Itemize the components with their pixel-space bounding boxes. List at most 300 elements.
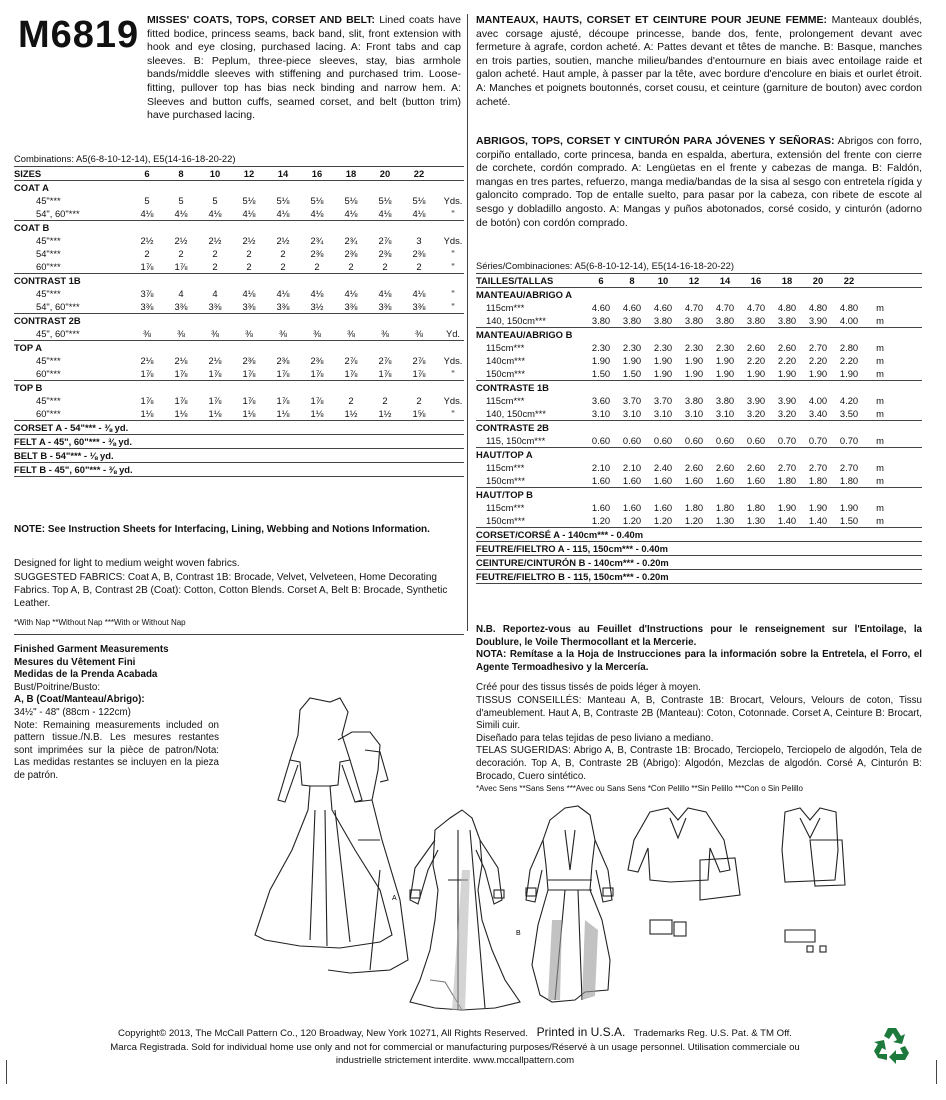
yardage-cell: 1⅞ bbox=[174, 395, 188, 406]
printed-in: Printed in U.S.A. bbox=[536, 1025, 626, 1039]
yardage-cell: 2.30 bbox=[715, 342, 735, 353]
unit-cell: m bbox=[876, 355, 884, 366]
yardage-cell: 2⅜ bbox=[378, 248, 392, 259]
yardage-row bbox=[14, 260, 464, 273]
section-heading: HAUT/TOP A bbox=[476, 449, 533, 460]
measurements-title-en: Finished Garment Measurements bbox=[14, 644, 169, 655]
yardage-cell: 1.90 bbox=[684, 368, 704, 379]
yardage-cell: 2.70 bbox=[808, 342, 828, 353]
yardage-cell: 4.00 bbox=[839, 315, 859, 326]
yardage-cell: 1⅞ bbox=[208, 368, 222, 379]
yardage-cell: 0.60 bbox=[684, 435, 704, 446]
yardage-cell: 4.60 bbox=[591, 302, 611, 313]
size-cell: 10 bbox=[657, 275, 669, 286]
yardage-cell: 1.40 bbox=[808, 515, 828, 526]
pattern-number: M6819 bbox=[18, 14, 140, 56]
yardage-cell: 4⅛ bbox=[344, 288, 358, 299]
yardage-cell: 1⅛ bbox=[276, 408, 290, 419]
size-cell: 14 bbox=[277, 168, 289, 179]
yardage-cell: 1.50 bbox=[622, 368, 642, 379]
yardage-cell: ⅜ bbox=[313, 328, 321, 339]
coat-a-back-drawing bbox=[255, 698, 408, 973]
yardage-cell: 1⅛ bbox=[140, 408, 154, 419]
column-divider bbox=[467, 14, 468, 631]
yardage-cell: 2⅜ bbox=[310, 248, 324, 259]
section-heading: MANTEAU/ABRIGO A bbox=[476, 289, 573, 300]
yardage-cell: 3.10 bbox=[622, 408, 642, 419]
yardage-cell: 3⅜ bbox=[242, 301, 256, 312]
yardage-cell: 1.40 bbox=[777, 515, 797, 526]
yardage-cell: 2.40 bbox=[653, 462, 673, 473]
yardage-cell: 2⅞ bbox=[378, 355, 392, 366]
size-cell: 20 bbox=[379, 168, 391, 179]
description-spanish bbox=[476, 135, 922, 230]
yardage-cell: 0.70 bbox=[777, 435, 797, 446]
yardage-cell: 1⅞ bbox=[174, 368, 188, 379]
sizes-row bbox=[476, 274, 922, 287]
yardage-cell: 1.80 bbox=[777, 475, 797, 486]
yardage-cell: 1.90 bbox=[746, 368, 766, 379]
row-width-label: 150cm*** bbox=[486, 368, 526, 379]
yardage-cell: 1.60 bbox=[684, 475, 704, 486]
unit-cell: " bbox=[451, 208, 455, 219]
yardage-cell: 1.50 bbox=[591, 368, 611, 379]
description-spanish-body: Abrigos con forro, corpiño entallado, corte princesa, banda en espalda, abertura, extensión del frente con cierre de corchete, cordón comprado. A: Lengüetas en el frente y cabezas de manga. B: Faldón, mangas en tres partes, refuerzo, manga media/bandas de la sisa al sesgo con entretela rígida y galoncito comprado. Top de entalle suelto, para pasar por la cabeza, con ribete de escote al sesgo y dobladillo angosto. A: Mangas y puños abotonados, corsé cosido, y cinturón (adorno de botón) con cordón comprado. bbox=[476, 135, 922, 229]
yardage-cell: 4⅛ bbox=[242, 288, 256, 299]
yardage-cell: 1.90 bbox=[622, 355, 642, 366]
yardage-cell: 3.10 bbox=[653, 408, 673, 419]
yardage-cell: ⅜ bbox=[381, 328, 389, 339]
unit-cell: m bbox=[876, 435, 884, 446]
yardage-cell: ⅜ bbox=[245, 328, 253, 339]
yardage-cell: 4⅛ bbox=[174, 208, 188, 219]
yardage-cell: 1.80 bbox=[808, 475, 828, 486]
unit-cell: m bbox=[876, 502, 884, 513]
yardage-cell: 2.70 bbox=[839, 462, 859, 473]
yardage-cell: 2 bbox=[246, 248, 252, 259]
suggested-fabrics-french: TISSUS CONSEILLÉS: Manteau A, B, Contraste 1B: Brocart, Velours, Velours de coton, Tissu d'ameublement. Haut A, B, Contraste 2B (Manteau): Coton, Cotonnade. Corset A, Ceinture B: Brocart, Simili cuir. bbox=[476, 694, 922, 732]
description-french bbox=[476, 14, 922, 109]
yardage-cell: 4⅛ bbox=[310, 208, 324, 219]
measurements-note: Note: Remaining measurements included on pattern tissue./N.B. Les mesures restantes sont imprimées sur la pièce de patron/Nota: Las medidas restantes se incluyen en la pieza de patrón. bbox=[14, 719, 219, 781]
table-rule bbox=[14, 476, 464, 477]
yardage-cell: 2⅜ bbox=[412, 248, 426, 259]
yardage-cell: 3.80 bbox=[622, 315, 642, 326]
size-cell: 14 bbox=[719, 275, 731, 286]
yardage-cell: 2.20 bbox=[839, 355, 859, 366]
unit-cell: " bbox=[451, 368, 455, 379]
row-width-label: 150cm*** bbox=[486, 475, 526, 486]
yardage-cell: 4.80 bbox=[839, 302, 859, 313]
yardage-cell: 1.90 bbox=[653, 368, 673, 379]
yardage-cell: 2.30 bbox=[622, 342, 642, 353]
yardage-cell: 2.60 bbox=[746, 342, 766, 353]
nap-legend-french-spanish: *Avec Sens **Sans Sens ***Avec ou Sans Sens *Con Pelillo **Sin Pelillo ***Con o Sin Pelillo bbox=[476, 784, 804, 794]
yardage-cell: 5 bbox=[144, 195, 150, 206]
yardage-cell: 2 bbox=[348, 261, 354, 272]
yardage-cell: 2⅜ bbox=[242, 355, 256, 366]
yardage-row bbox=[476, 341, 922, 354]
coat-b-view-label: B bbox=[516, 930, 521, 937]
yardage-cell: 3.10 bbox=[591, 408, 611, 419]
yardage-cell: 1⅛ bbox=[310, 408, 324, 419]
unit-cell: Yds. bbox=[443, 395, 463, 406]
yardage-cell: 2 bbox=[314, 261, 320, 272]
yardage-cell: 1⅞ bbox=[140, 395, 154, 406]
yardage-cell: 1.90 bbox=[777, 368, 797, 379]
fabric-weight-french: Créé pour des tissus tissés de poids léger à moyen. bbox=[476, 682, 701, 694]
unit-cell: Yds. bbox=[443, 195, 463, 206]
section-heading: TOP A bbox=[14, 342, 42, 353]
bust-values: 34½" - 48" (88cm - 122cm) bbox=[14, 706, 131, 718]
yardage-cell: 1.90 bbox=[808, 502, 828, 513]
sizes-row bbox=[14, 167, 464, 180]
suggested-fabrics-english: SUGGESTED FABRICS: Coat A, B, Contrast 1B: Brocade, Velvet, Velveteen, Home Decorating Fabrics. Top A, B, Contrast 2B (Coat): Cotton, Cotton Blends. Corset A, Belt B: Brocade, Synthetic Leather. bbox=[14, 572, 448, 609]
trademark-text: Trademarks Reg. U.S. Pat. & TM Off. bbox=[633, 1028, 792, 1039]
row-width-label: 60"*** bbox=[36, 408, 61, 419]
yardage-cell: 3.90 bbox=[808, 315, 828, 326]
yardage-cell: 3.80 bbox=[591, 315, 611, 326]
yardage-cell: 3⅜ bbox=[412, 301, 426, 312]
yardage-row bbox=[14, 354, 464, 367]
yardage-cell: 2 bbox=[382, 261, 388, 272]
yardage-cell: 4.80 bbox=[777, 302, 797, 313]
yardage-cell: 2 bbox=[212, 248, 218, 259]
extra-yardage: FEUTRE/FIELTRO B - 115, 150cm*** - 0.20m bbox=[476, 571, 669, 582]
yardage-cell: 2¾ bbox=[310, 235, 324, 246]
yardage-row bbox=[14, 194, 464, 207]
extra-yardage: CORSET A - 54"*** - ⅜ yd. bbox=[14, 422, 129, 433]
yardage-cell: 4.70 bbox=[715, 302, 735, 313]
extra-yardage: CORSET/CORSÉ A - 140cm*** - 0.40m bbox=[476, 529, 644, 540]
yardage-cell: 1.90 bbox=[808, 368, 828, 379]
yardage-cell: 3.10 bbox=[715, 408, 735, 419]
yardage-cell: 1⅛ bbox=[208, 408, 222, 419]
description-english-body: Lined coats have fitted bodice, princess seams, back band, slit, front extension with hook and eye closing, purchased lacing. A: Front tabs and cap sleeves. B: Peplum, three-piece sleeves, stay, bias armhole bands/middle sleeves with stiffening and purchased trim. Loose-fitting, pullover top has bias neck binding and narrow hem. A: Sleeves and button cuffs, seamed corset, and belt (button trim) have purchased lacing. bbox=[147, 14, 461, 122]
yardage-cell: ⅜ bbox=[177, 328, 185, 339]
yardage-cell: 2½ bbox=[140, 235, 154, 246]
yardage-cell: 2⅜ bbox=[344, 248, 358, 259]
size-cell: 6 bbox=[144, 168, 150, 179]
notions-note-english: NOTE: See Instruction Sheets for Interfacing, Lining, Webbing and Notions Information. bbox=[14, 524, 430, 535]
description-french-body: Manteaux doublés, avec corsage ajusté, découpe princesse, bande dos, fente, prolongement devant avec fermeture à agrafe, cordon acheté. A: Pattes devant et têtes de manche. B: Basque, manches en trois parties, soutien, manche milieu/bandes d'entournure en biais avec entoilage raide et galon acheté. Haut ample, à passer par la tête, avec bordure d'encolure en biais et ourlet étroit. A: Manches et poignets boutonnés, corset cousu, et ceinture (garniture de bouton) avec cordon acheté. bbox=[476, 14, 922, 108]
yardage-cell: 5⅛ bbox=[378, 195, 392, 206]
yardage-cell: 3⅜ bbox=[344, 301, 358, 312]
yardage-cell: 5⅛ bbox=[344, 195, 358, 206]
yardage-cell: 1.60 bbox=[715, 475, 735, 486]
nb-french: N.B. Reportez-vous au Feuillet d'Instructions pour le renseignement sur l'Entoilage, la Doublure, le Voile Thermocollant et la Mercerie. bbox=[476, 624, 922, 648]
yardage-cell: 1.60 bbox=[653, 502, 673, 513]
yardage-cell: 1.90 bbox=[715, 368, 735, 379]
yardage-cell: 4⅛ bbox=[310, 288, 324, 299]
unit-cell: " bbox=[451, 248, 455, 259]
yardage-cell: 4⅛ bbox=[344, 208, 358, 219]
unit-cell: " bbox=[451, 408, 455, 419]
yardage-cell: 1⅞ bbox=[140, 368, 154, 379]
yardage-cell: 2 bbox=[144, 248, 150, 259]
yardage-cell: 5⅛ bbox=[310, 195, 324, 206]
footer-line-3: industrielle strictement interdite. www.mccallpattern.com bbox=[335, 1055, 575, 1066]
yardage-row bbox=[476, 367, 922, 380]
yardage-cell: 2 bbox=[246, 261, 252, 272]
coat-a-view-label: A bbox=[392, 895, 397, 902]
yardage-cell: 2⅛ bbox=[208, 355, 222, 366]
coat-b-front-drawing bbox=[526, 806, 613, 1002]
copyright-line bbox=[35, 1026, 875, 1040]
row-width-label: 140, 150cm*** bbox=[486, 315, 546, 326]
yardage-cell: 1.60 bbox=[622, 502, 642, 513]
section-heading: CONTRAST 2B bbox=[14, 315, 81, 326]
yardage-cell: 2.20 bbox=[777, 355, 797, 366]
yardage-cell: 3.20 bbox=[777, 408, 797, 419]
yardage-cell: 2.30 bbox=[653, 342, 673, 353]
yardage-cell: 3⅜ bbox=[208, 301, 222, 312]
top-a-drawing bbox=[628, 808, 740, 936]
extra-yardage: FEUTRE/FIELTRO A - 115, 150cm*** - 0.40m bbox=[476, 543, 668, 554]
footer-line-2: Marca Registrada. Sold for individual home use only and not for commercial or manufacturing purposes/Réservé à un usage personnel. Utilisation commerciale ou bbox=[110, 1042, 800, 1053]
unit-cell: " bbox=[451, 261, 455, 272]
yardage-cell: 1.20 bbox=[591, 515, 611, 526]
unit-cell: m bbox=[876, 462, 884, 473]
size-cell: 18 bbox=[781, 275, 793, 286]
size-cell: 12 bbox=[243, 168, 255, 179]
yardage-cell: 4.20 bbox=[839, 395, 859, 406]
yardage-cell: 4⅛ bbox=[378, 208, 392, 219]
yardage-cell: 3.80 bbox=[746, 315, 766, 326]
yardage-cell: 2 bbox=[212, 261, 218, 272]
yardage-cell: 4 bbox=[212, 288, 218, 299]
notes-divider bbox=[14, 634, 464, 635]
yardage-cell: ⅜ bbox=[279, 328, 287, 339]
measurements-title-es: Medidas de la Prenda Acabada bbox=[14, 669, 158, 681]
size-cell: 10 bbox=[209, 168, 221, 179]
yardage-cell: 3.80 bbox=[684, 395, 704, 406]
yardage-cell: 2.60 bbox=[746, 462, 766, 473]
unit-cell: Yds. bbox=[443, 355, 463, 366]
yardage-cell: 2.20 bbox=[808, 355, 828, 366]
unit-cell: Yd. bbox=[445, 328, 461, 339]
yardage-cell: 2 bbox=[416, 261, 422, 272]
yardage-cell: 1.80 bbox=[746, 502, 766, 513]
row-width-label: 60"*** bbox=[36, 368, 61, 379]
yardage-cell: 2½ bbox=[208, 235, 222, 246]
yardage-cell: 4.80 bbox=[808, 302, 828, 313]
size-cell: 18 bbox=[345, 168, 357, 179]
section-heading: CONTRASTE 1B bbox=[476, 382, 549, 393]
extra-yardage: FELT A - 45", 60"*** - ⅜ yd. bbox=[14, 436, 132, 447]
row-width-label: 115cm*** bbox=[486, 302, 525, 313]
yardage-cell: 2⅞ bbox=[344, 355, 358, 366]
yardage-cell: 1.60 bbox=[746, 475, 766, 486]
yardage-cell: 3.80 bbox=[715, 315, 735, 326]
section-heading: CONTRAST 1B bbox=[14, 275, 81, 286]
section-heading: TOP B bbox=[14, 382, 43, 393]
yardage-cell: 1.60 bbox=[591, 502, 611, 513]
row-width-label: 45"*** bbox=[36, 355, 61, 366]
yardage-cell: 1⅞ bbox=[310, 395, 324, 406]
unit-cell: m bbox=[876, 395, 884, 406]
yardage-cell: 4⅛ bbox=[208, 208, 222, 219]
size-cell: 22 bbox=[413, 168, 425, 179]
size-cell: 6 bbox=[598, 275, 604, 286]
row-width-label: 115cm*** bbox=[486, 502, 525, 513]
row-width-label: 140cm*** bbox=[486, 355, 526, 366]
yardage-cell: 2 bbox=[280, 261, 286, 272]
yardage-cell: ⅜ bbox=[415, 328, 423, 339]
yardage-cell: 2⅛ bbox=[174, 355, 188, 366]
yardage-cell: 3 bbox=[416, 235, 422, 246]
yardage-cell: 2.70 bbox=[808, 462, 828, 473]
extra-yardage: FELT B - 45", 60"*** - ⅜ yd. bbox=[14, 464, 133, 475]
fabric-weight-english: Designed for light to medium weight woven fabrics. bbox=[14, 558, 240, 569]
yardage-cell: 3.90 bbox=[746, 395, 766, 406]
bust-label: Bust/Poitrine/Busto: bbox=[14, 681, 101, 693]
yardage-cell: 2 bbox=[416, 395, 422, 406]
row-width-label: 54"*** bbox=[36, 248, 61, 259]
yardage-cell: 2½ bbox=[242, 235, 256, 246]
yardage-cell: 3.10 bbox=[684, 408, 704, 419]
size-cell: 22 bbox=[843, 275, 855, 286]
yardage-cell: 2.60 bbox=[715, 462, 735, 473]
yardage-row bbox=[14, 394, 464, 407]
yardage-cell: 1⅞ bbox=[242, 368, 256, 379]
nap-legend-english: *With Nap **Without Nap ***With or Without Nap bbox=[14, 618, 186, 627]
yardage-row bbox=[476, 301, 922, 314]
size-cell: 20 bbox=[812, 275, 824, 286]
yardage-row bbox=[14, 327, 464, 340]
fabric-weight-spanish: Diseñado para telas tejidas de peso liviano a mediano. bbox=[476, 732, 714, 744]
yardage-cell: 1⅝ bbox=[412, 408, 426, 419]
row-width-label: 54", 60"*** bbox=[36, 208, 80, 219]
view-label: A, B (Coat/Manteau/Abrigo): bbox=[14, 694, 145, 706]
unit-cell: m bbox=[876, 515, 884, 526]
right-edge-mark bbox=[936, 1060, 937, 1084]
yardage-cell: 4⅛ bbox=[378, 288, 392, 299]
yardage-row bbox=[476, 501, 922, 514]
yardage-cell: 2 bbox=[348, 395, 354, 406]
row-width-label: 45"*** bbox=[36, 395, 61, 406]
yardage-cell: 1⅞ bbox=[208, 395, 222, 406]
row-width-label: 115, 150cm*** bbox=[486, 435, 546, 446]
yardage-cell: 1.50 bbox=[839, 515, 859, 526]
yardage-cell: 1⅞ bbox=[276, 368, 290, 379]
yardage-cell: 2.60 bbox=[777, 342, 797, 353]
unit-cell: m bbox=[876, 302, 884, 313]
yardage-row bbox=[14, 207, 464, 220]
yardage-cell: ⅜ bbox=[143, 328, 151, 339]
yardage-cell: 4⅛ bbox=[412, 208, 426, 219]
row-width-label: 115cm*** bbox=[486, 462, 525, 473]
yardage-cell: 2⅜ bbox=[276, 355, 290, 366]
yardage-table-english bbox=[14, 152, 464, 477]
yardage-cell: 5⅛ bbox=[242, 195, 256, 206]
yardage-cell: 3½ bbox=[310, 301, 324, 312]
yardage-cell: 1.90 bbox=[715, 355, 735, 366]
yardage-cell: 2.10 bbox=[622, 462, 642, 473]
yardage-cell: 1.90 bbox=[839, 368, 859, 379]
yardage-cell: 4⅛ bbox=[412, 288, 426, 299]
yardage-cell: 4⅛ bbox=[242, 208, 256, 219]
yardage-cell: 1.80 bbox=[839, 475, 859, 486]
yardage-row bbox=[476, 514, 922, 527]
measurements-title-fr: Mesures du Vêtement Fini bbox=[14, 656, 136, 668]
yardage-cell: 5 bbox=[212, 195, 218, 206]
yardage-row bbox=[476, 407, 922, 420]
combinations-line: Séries/Combinaciones: A5(6-8-10-12-14), E5(14-16-18-20-22) bbox=[476, 260, 734, 271]
yardage-cell: 4.00 bbox=[808, 395, 828, 406]
yardage-cell: 5 bbox=[178, 195, 184, 206]
yardage-cell: 4.70 bbox=[684, 302, 704, 313]
yardage-cell: 1⅞ bbox=[276, 395, 290, 406]
size-cell: 8 bbox=[629, 275, 635, 286]
yardage-cell: 0.60 bbox=[653, 435, 673, 446]
yardage-row bbox=[476, 394, 922, 407]
yardage-cell: 3.20 bbox=[746, 408, 766, 419]
size-cell: 8 bbox=[178, 168, 184, 179]
row-width-label: 45"*** bbox=[36, 288, 61, 299]
unit-cell: " bbox=[451, 301, 455, 312]
yardage-cell: 2 bbox=[280, 248, 286, 259]
yardage-cell: 2⅛ bbox=[140, 355, 154, 366]
row-width-label: 115cm*** bbox=[486, 342, 525, 353]
yardage-cell: 2.70 bbox=[777, 462, 797, 473]
yardage-cell: 1⅛ bbox=[242, 408, 256, 419]
yardage-cell: 4.60 bbox=[622, 302, 642, 313]
row-width-label: 45"*** bbox=[36, 235, 61, 246]
top-b-drawing bbox=[782, 808, 845, 952]
yardage-cell: 4⅛ bbox=[276, 208, 290, 219]
yardage-cell: 1.90 bbox=[591, 355, 611, 366]
yardage-cell: 5⅛ bbox=[412, 195, 426, 206]
description-english bbox=[147, 14, 461, 123]
recycle-icon bbox=[872, 1024, 912, 1064]
yardage-cell: 0.60 bbox=[715, 435, 735, 446]
section-heading: COAT A bbox=[14, 182, 49, 193]
yardage-row bbox=[14, 367, 464, 380]
yardage-cell: 1⅞ bbox=[310, 368, 324, 379]
table-rule bbox=[476, 583, 922, 584]
yardage-cell: 4.70 bbox=[746, 302, 766, 313]
yardage-cell: 0.70 bbox=[839, 435, 859, 446]
description-spanish-title: ABRIGOS, TOPS, CORSET Y CINTURÓN PARA JÓVENES Y SEÑORAS: bbox=[476, 135, 835, 147]
measurements-block bbox=[14, 644, 219, 783]
yardage-cell: 2½ bbox=[276, 235, 290, 246]
yardage-row bbox=[14, 247, 464, 260]
yardage-cell: 2.10 bbox=[591, 462, 611, 473]
yardage-cell: 1⅞ bbox=[140, 261, 154, 272]
copyright-text: Copyright© 2013, The McCall Pattern Co., 120 Broadway, New York 10271, All Rights Reserved. bbox=[118, 1028, 528, 1039]
unit-cell: m bbox=[876, 342, 884, 353]
yardage-cell: 3.80 bbox=[715, 395, 735, 406]
row-width-label: 54", 60"*** bbox=[36, 301, 80, 312]
yardage-cell: 4⅛ bbox=[276, 288, 290, 299]
yardage-cell: ⅜ bbox=[211, 328, 219, 339]
yardage-cell: 1.60 bbox=[591, 475, 611, 486]
yardage-cell: 2 bbox=[178, 248, 184, 259]
yardage-cell: 4⅛ bbox=[140, 208, 154, 219]
nota-spanish: NOTA: Remítase a la Hoja de Instrucciones para la información sobre la Entretela, el Forro, el Agente Termoadhesivo y la Mercería. bbox=[476, 649, 922, 673]
yardage-row bbox=[14, 234, 464, 247]
yardage-cell: 2.30 bbox=[684, 342, 704, 353]
row-width-label: 140, 150cm*** bbox=[486, 408, 546, 419]
section-heading: CONTRASTE 2B bbox=[476, 422, 549, 433]
yardage-cell: 1.90 bbox=[839, 502, 859, 513]
size-cell: 12 bbox=[688, 275, 700, 286]
yardage-cell: 2½ bbox=[174, 235, 188, 246]
yardage-cell: 1.30 bbox=[715, 515, 735, 526]
yardage-cell: 3.40 bbox=[808, 408, 828, 419]
unit-cell: " bbox=[451, 288, 455, 299]
